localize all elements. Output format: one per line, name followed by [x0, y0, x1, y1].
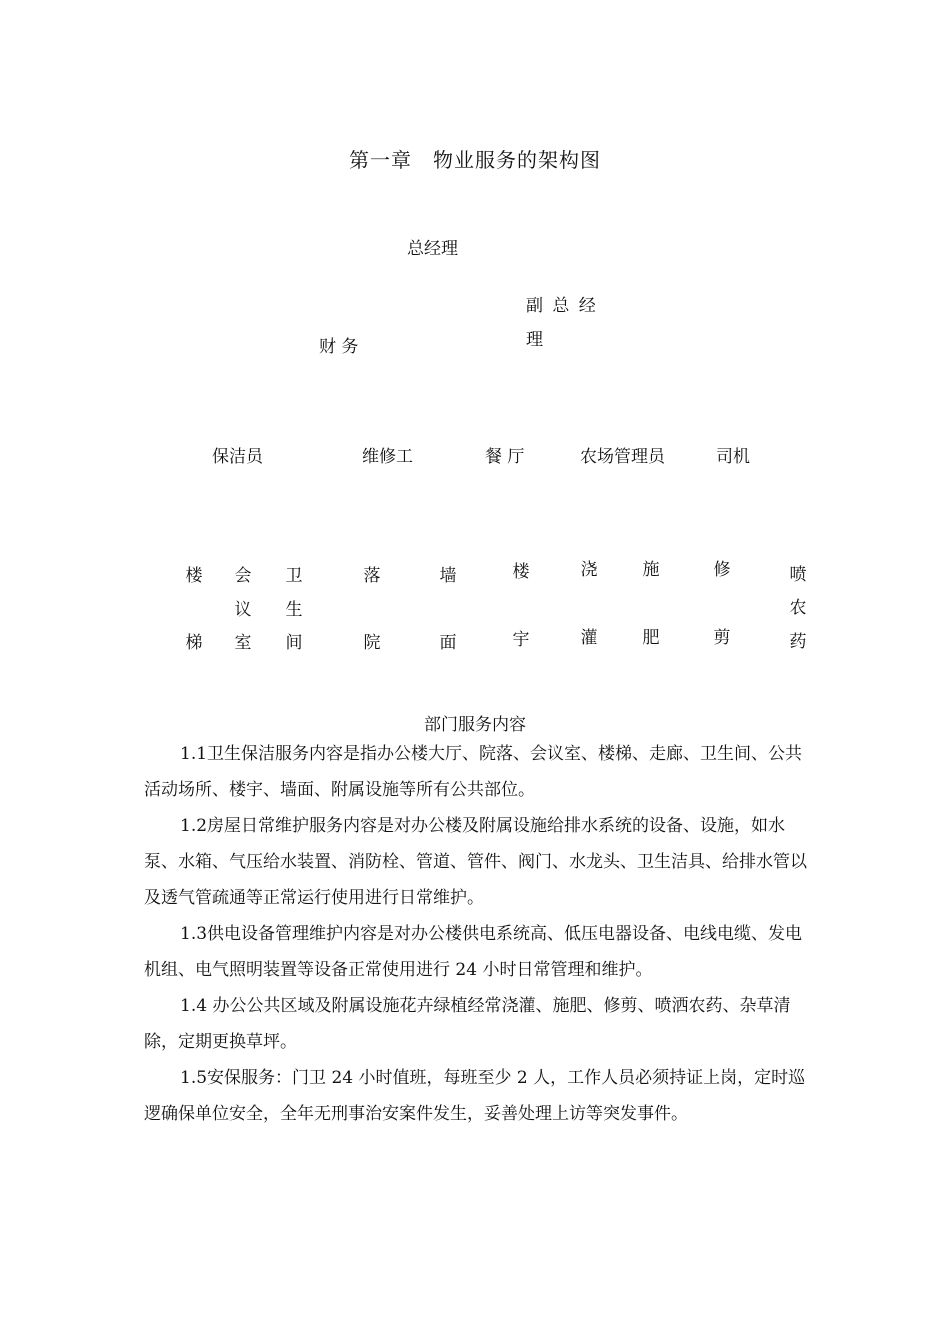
- task-stairs-char: 楼: [185, 566, 203, 586]
- org-dept-cleaner: 保洁员: [212, 447, 263, 467]
- task-stairs-char: 梯: [185, 633, 203, 653]
- task-wall-char: 面: [439, 633, 457, 653]
- service-paragraph: 1.1卫生保洁服务内容是指办公楼大厅、院落、会议室、楼梯、走廊、卫生间、公共活动场所、楼宇、墙面、附属设施等所有公共部位。: [144, 744, 803, 800]
- service-paragraph: 1.4 办公公共区域及附属设施花卉绿植经常浇灌、施肥、修剪、喷洒农药、杂草清除，定期更换草坪。: [144, 996, 791, 1052]
- task-prune-char: 剪: [713, 628, 731, 648]
- task-courtyard-char: 院: [363, 633, 381, 653]
- task-restroom-char: 间: [285, 633, 303, 653]
- task-meeting-room-char: 会: [234, 566, 252, 586]
- org-general-manager: 总经理: [407, 239, 458, 259]
- task-wall-char: 墙: [439, 566, 457, 586]
- task-restroom-char: 卫: [285, 566, 303, 586]
- org-dept-canteen: 餐 厅: [485, 447, 525, 467]
- task-building-char: 楼: [512, 562, 530, 582]
- task-fertilize-char: 肥: [642, 628, 660, 648]
- task-spray-char: 喷: [789, 565, 807, 585]
- task-courtyard-char: 落: [363, 566, 381, 586]
- org-deputy-manager-line2: 理: [526, 330, 543, 350]
- task-spray-char: 药: [789, 632, 807, 652]
- task-meeting-room-char: 议: [234, 600, 252, 620]
- org-dept-farm: 农场管理员: [580, 447, 665, 467]
- org-dept-repair: 维修工: [362, 447, 413, 467]
- org-deputy-manager-line1: 副 总 经: [526, 296, 598, 316]
- task-building-char: 宇: [512, 630, 530, 650]
- org-dept-driver: 司机: [716, 447, 750, 467]
- task-restroom-char: 生: [285, 600, 303, 620]
- section-heading: 部门服务内容: [424, 715, 526, 735]
- services-body: [144, 736, 814, 1132]
- service-paragraph: 1.2房屋日常维护服务内容是对办公楼及附属设施给排水系统的设备、设施，如水泵、水箱、气压给水装置、消防栓、管道、管件、阀门、水龙头、卫生洁具、给排水管以及透气管疏通等正常运行使用进行日常维护。: [144, 816, 807, 908]
- task-spray-char: 农: [789, 598, 807, 618]
- task-watering-char: 灌: [580, 628, 598, 648]
- task-meeting-room-char: 室: [234, 633, 252, 653]
- org-finance: 财 务: [319, 337, 359, 357]
- service-paragraph: 1.3供电设备管理维护内容是对办公楼供电系统高、低压电器设备、电线电缆、发电机组、电气照明装置等设备正常使用进行 24 小时日常管理和维护。: [144, 924, 803, 980]
- task-fertilize-char: 施: [642, 560, 660, 580]
- task-prune-char: 修: [713, 560, 731, 580]
- task-watering-char: 浇: [580, 560, 598, 580]
- chapter-title: 第一章 物业服务的架构图: [349, 148, 601, 172]
- service-paragraph: 1.5安保服务：门卫 24 小时值班，每班至少 2 人，工作人员必须持证上岗，定时巡逻确保单位安全，全年无刑事治安案件发生，妥善处理上访等突发事件。: [144, 1068, 806, 1124]
